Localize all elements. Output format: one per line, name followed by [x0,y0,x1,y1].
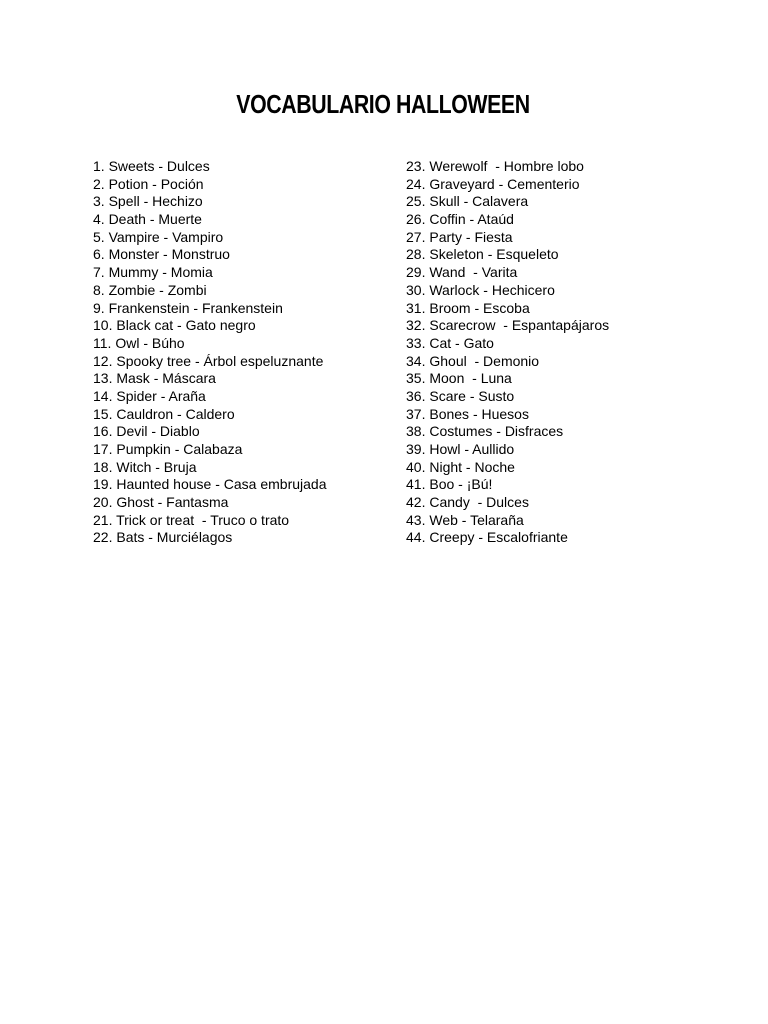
vocabulary-item: 14. Spider - Araña [93,387,206,404]
vocabulary-item: 24. Graveyard - Cementerio [406,175,580,192]
vocabulary-item: 30. Warlock - Hechicero [406,281,555,298]
vocabulary-item: 44. Creepy - Escalofriante [406,529,568,546]
vocabulary-item: 12. Spooky tree - Árbol espeluznante [93,352,324,369]
vocabulary-item: 11. Owl - Búho [93,334,185,351]
vocabulary-item: 9. Frankenstein - Frankenstein [93,299,283,316]
vocabulary-item: 36. Scare - Susto [406,387,515,404]
vocabulary-item: 29. Wand - Varita [406,264,518,281]
vocabulary-item: 33. Cat - Gato [406,334,494,351]
vocabulary-item: 4. Death - Muerte [93,211,202,228]
vocabulary-item: 43. Web - Telaraña [406,511,524,528]
vocabulary-item: 15. Cauldron - Caldero [93,405,235,422]
vocabulary-item: 21. Trick or treat - Truco o trato [93,511,290,528]
vocabulary-item: 2. Potion - Poción [93,175,204,192]
vocabulary-item: 6. Monster - Monstruo [93,246,230,263]
vocabulary-item: 18. Witch - Bruja [93,458,197,475]
vocabulary-item: 3. Spell - Hechizo [93,193,203,210]
vocabulary-item: 42. Candy - Dulces [406,494,529,511]
vocabulary-item: 26. Coffin - Ataúd [406,211,514,228]
vocabulary-item: 27. Party - Fiesta [406,228,513,245]
vocabulary-item: 41. Boo - ¡Bú! [406,476,493,493]
vocabulary-item: 5. Vampire - Vampiro [93,228,224,245]
page-title: VOCABULARIO HALLOWEEN [236,89,530,119]
vocabulary-item: 19. Haunted house - Casa embrujada [93,476,327,493]
vocabulary-item: 28. Skeleton - Esqueleto [406,246,559,263]
vocabulary-item: 7. Mummy - Momia [93,264,213,281]
vocabulary-item: 35. Moon - Luna [406,370,512,387]
vocabulary-item: 23. Werewolf - Hombre lobo [406,158,584,174]
vocabulary-item: 31. Broom - Escoba [406,299,530,316]
vocabulary-item: 16. Devil - Diablo [93,423,200,440]
vocabulary-item: 34. Ghoul - Demonio [406,352,540,369]
vocabulary-item: 38. Costumes - Disfraces [406,423,564,440]
vocabulary-item: 20. Ghost - Fantasma [93,494,229,511]
vocabulary-item: 39. Howl - Aullido [406,441,515,457]
vocabulary-item: 17. Pumpkin - Calabaza [93,441,243,457]
vocabulary-item: 10. Black cat - Gato negro [93,317,256,334]
vocabulary-item: 13. Mask - Máscara [93,370,216,387]
vocabulary-list-right [406,158,726,547]
vocabulary-item: 8. Zombie - Zombi [93,281,207,298]
vocabulary-list-left [93,158,393,547]
vocabulary-item: 25. Skull - Calavera [406,193,529,210]
vocabulary-item: 32. Scarecrow - Espantapájaros [406,317,610,334]
vocabulary-item: 40. Night - Noche [406,458,515,475]
vocabulary-item: 22. Bats - Murciélagos [93,529,233,546]
vocabulary-item: 1. Sweets - Dulces [93,158,210,174]
vocabulary-item: 37. Bones - Huesos [406,405,529,422]
